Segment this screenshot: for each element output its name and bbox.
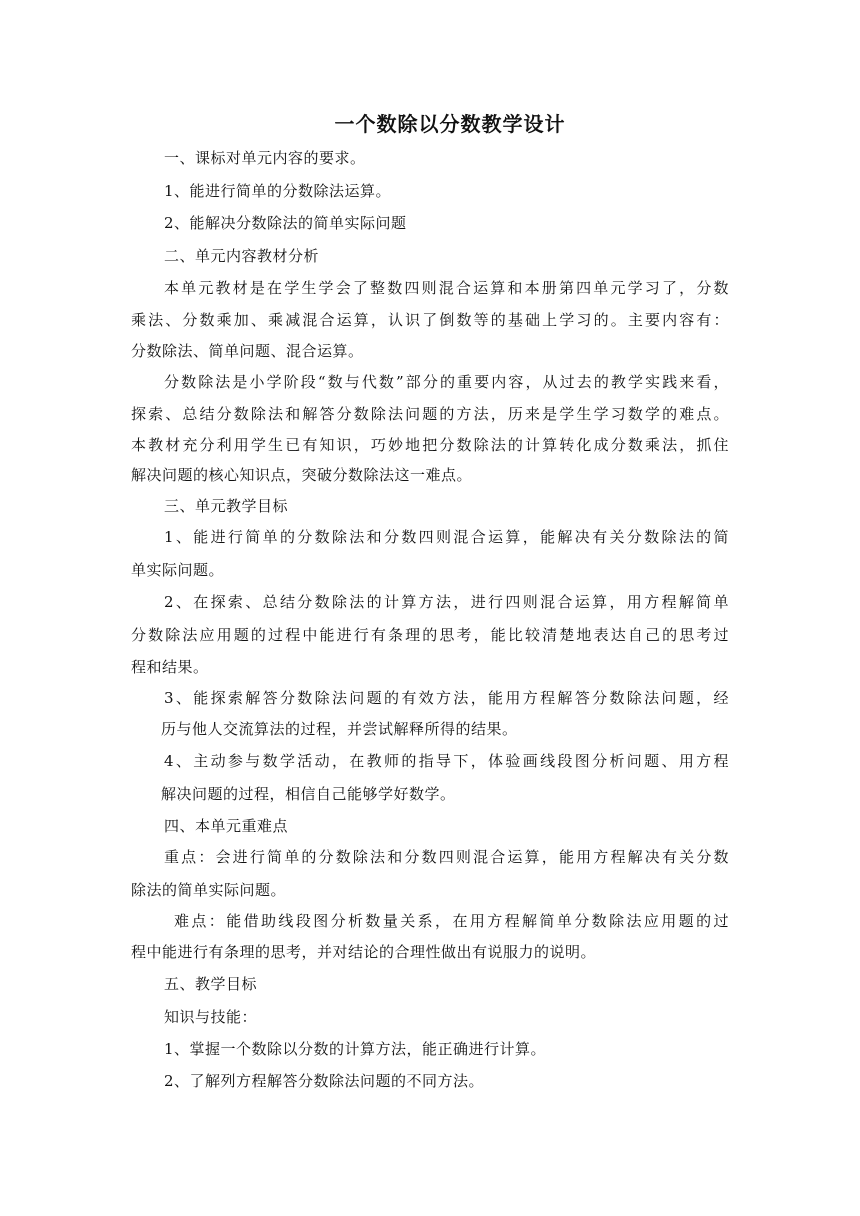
paragraph-line: 3、能探索解答分数除法问题的有效方法，能用方程解答分数除法问题，经 [164,689,729,707]
paragraph-line: 知识与技能： [164,1008,258,1026]
paragraph-line: 分数除法应用题的过程中能进行有条理的思考，能比较清楚地表达自己的思考过 [131,626,729,644]
section-heading: 三、单元教学目标 [164,497,289,515]
section-heading: 二、单元内容教材分析 [164,247,320,265]
paragraph-line: 2、在探索、总结分数除法的计算方法，进行四则混合运算，用方程解简单 [164,593,729,611]
document-title: 一个数除以分数教学设计 [334,112,566,136]
paragraph-line: 解决问题的过程，相信自己能够学好数学。 [161,785,456,803]
paragraph-line: 单实际问题。 [131,561,225,579]
section-heading: 一、课标对单元内容的要求。 [164,149,366,167]
section-heading: 五、教学目标 [164,975,258,993]
paragraph-line: 本教材充分利用学生已有知识，巧妙地把分数除法的计算转化成分数乘法，抓住 [131,436,729,454]
paragraph-line: 1、掌握一个数除以分数的计算方法，能正确进行计算。 [164,1040,547,1058]
paragraph-line: 分数除法是小学阶段“数与代数”部分的重要内容，从过去的教学实践来看， [164,373,729,391]
section-heading: 四、本单元重难点 [164,817,289,835]
paragraph-line: 重点：会进行简单的分数除法和分数四则混合运算，能用方程解决有关分数 [164,848,729,866]
paragraph-line: 2、了解列方程解答分数除法问题的不同方法。 [164,1072,485,1090]
paragraph-line: 1、能进行简单的分数除法运算。 [164,182,392,200]
paragraph-line: 乘法、分数乘加、乘减混合运算，认识了倒数等的基础上学习的。主要内容有： [131,311,729,329]
paragraph-line: 除法的简单实际问题。 [131,881,287,899]
paragraph-line: 1、能进行简单的分数除法和分数四则混合运算，能解决有关分数除法的简 [164,528,729,546]
paragraph-line: 程中能进行有条理的思考，并对结论的合理性做出有说服力的说明。 [131,943,597,961]
paragraph-line: 本单元教材是在学生学会了整数四则混合运算和本册第四单元学习了，分数 [164,279,729,297]
paragraph-line: 2、能解决分数除法的简单实际问题 [164,214,407,232]
paragraph-line: 4、主动参与数学活动，在教师的指导下，体验画线段图分析问题、用方程 [164,752,729,770]
paragraph-line: 程和结果。 [131,658,209,676]
paragraph-line: 分数除法、简单问题、混合运算。 [131,342,364,360]
paragraph-line: 难点：能借助线段图分析数量关系，在用方程解简单分数除法应用题的过 [174,912,729,930]
paragraph-line: 历与他人交流算法的过程，并尝试解释所得的结果。 [161,720,518,738]
paragraph-line: 探索、总结分数除法和解答分数除法问题的方法，历来是学生学习数学的难点。 [131,405,729,423]
paragraph-line: 解决问题的核心知识点，突破分数除法这一难点。 [131,466,473,484]
